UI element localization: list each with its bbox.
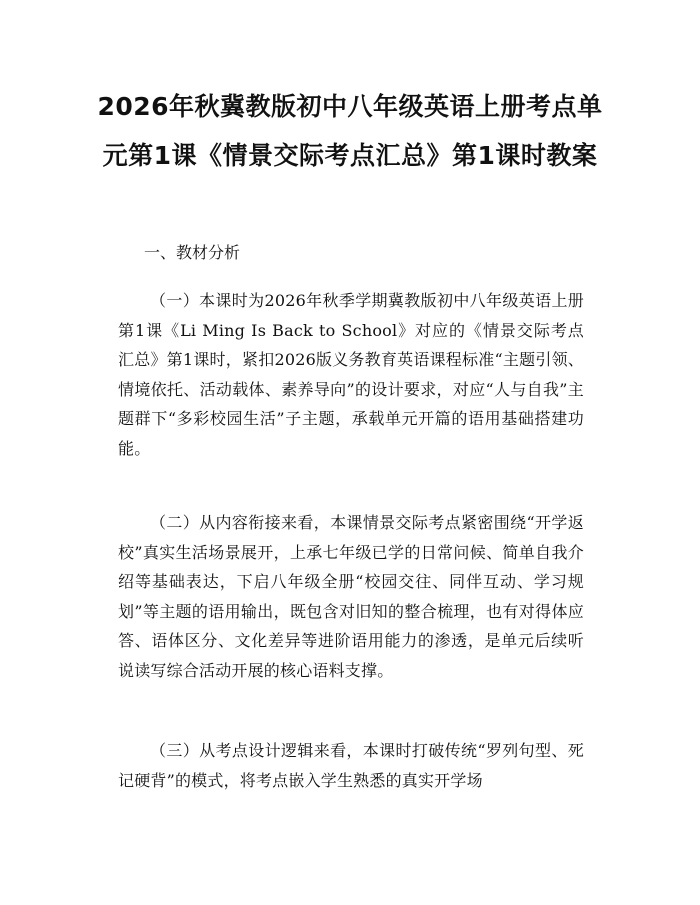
paragraph-2: （二）从内容衔接来看，本课情景交际考点紧密围绕“开学返校”真实生活场景展开，上承七年级已学的日常问候、简单自我介绍等基础表达，下启八年级全册“校园交往、同伴互动、学习规划”等主题的语用输出，既包含对旧知的整合梳理，也有对得体应答、语体区分、文化差异等进阶语用能力的渗透，是单元后续听说读写综合活动开展的核心语料支撑。 xyxy=(118,513,584,680)
paragraph-3: （三）从考点设计逻辑来看，本课时打破传统“罗列句型、死记硬背”的模式，将考点嵌入学生熟悉的真实开学场 xyxy=(118,741,584,790)
paragraph-1: （一）本课时为2026年秋季学期冀教版初中八年级英语上册第1课《Li Ming Is Back to School》对应的《情景交际考点汇总》第1课时，紧扣2026版义务教育英语课程标准“主题引领、情境依托、活动载体、素养导向”的设计要求，对应“人与自我”主题群下“多彩校园生活”子主题，承载单元开篇的语用基础搭建功能。 xyxy=(118,291,584,458)
section-heading: 一、教材分析 xyxy=(144,243,241,262)
document-title: 2026年秋冀教版初中八年级英语上册考点单元第1课《情景交际考点汇总》第1课时教案 xyxy=(97,92,603,170)
